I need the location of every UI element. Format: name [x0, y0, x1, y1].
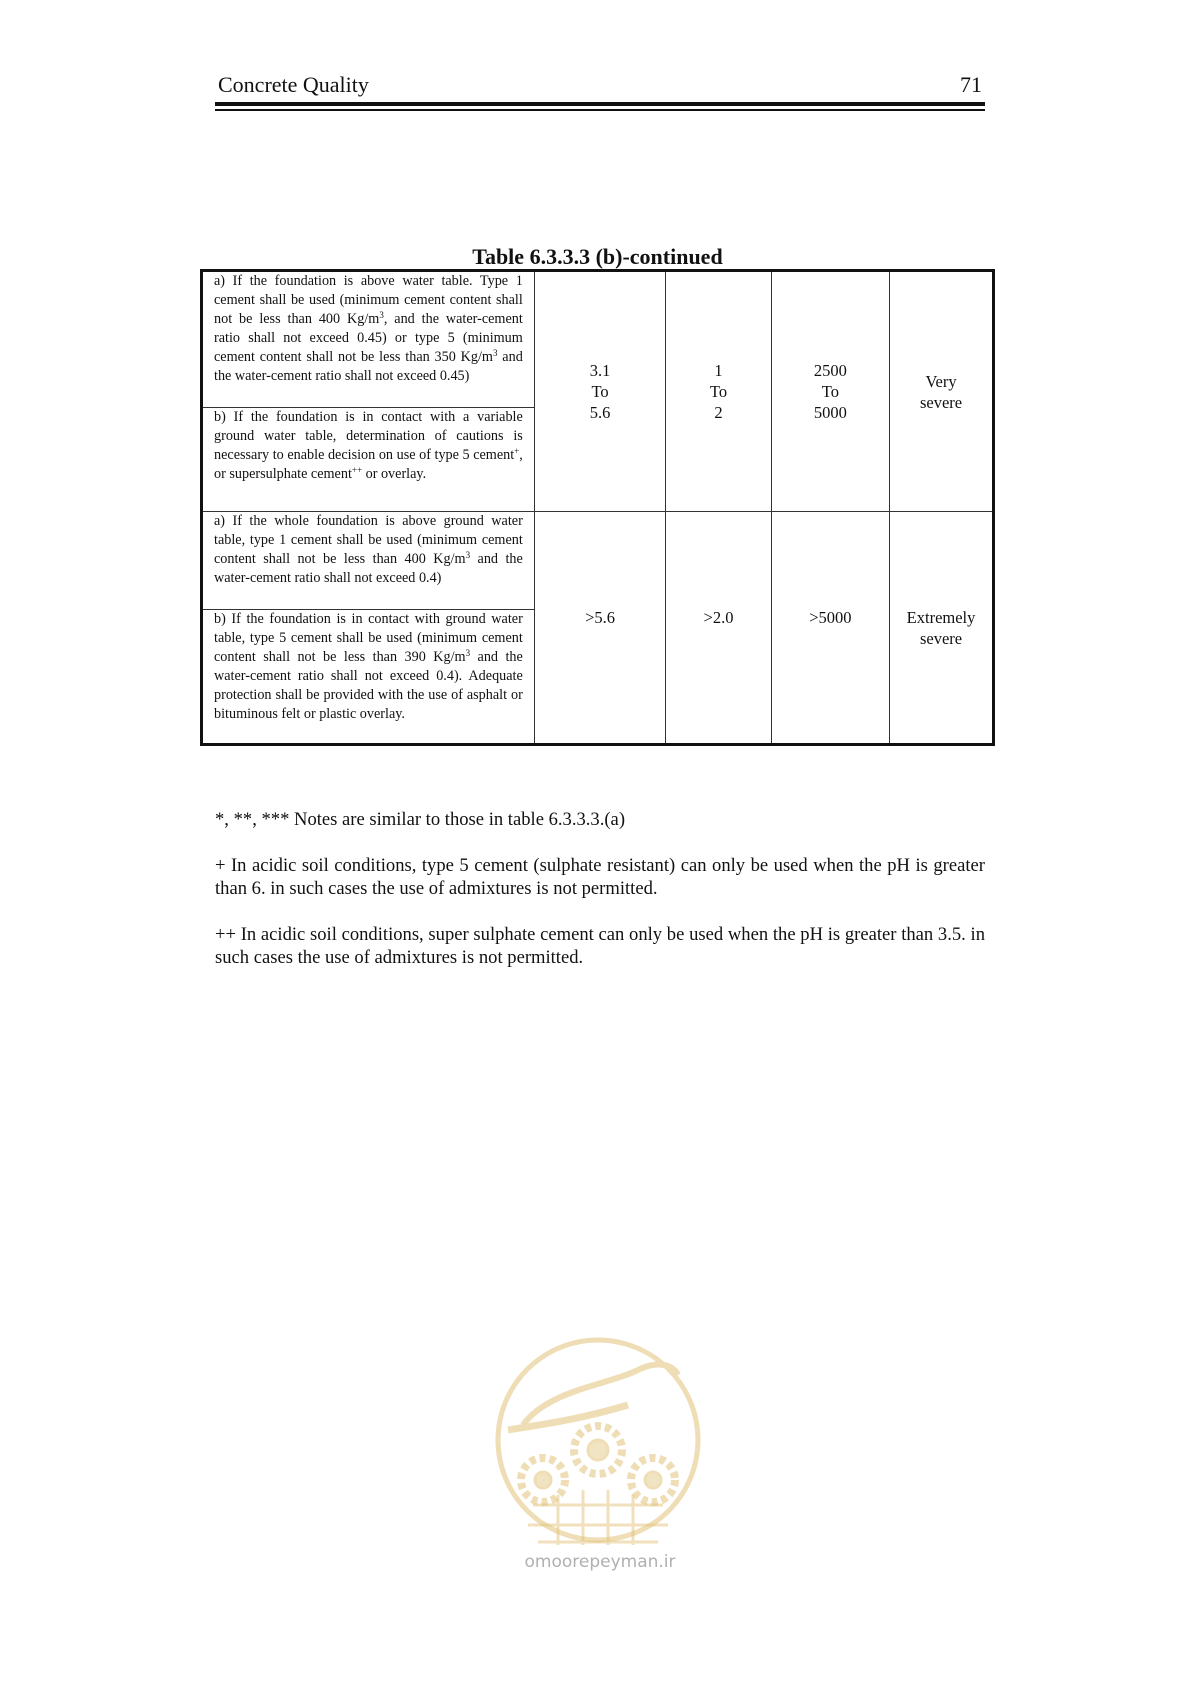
- row2-severity: Extremely severe: [890, 512, 994, 745]
- row1-desc-b: b) If the foundation is in contact with a variable ground water table, determination of cautions is necessary to enable decision on use of type 5 cement+, or supersulphate cement++ or overlay.: [202, 408, 535, 512]
- exposure-table: [200, 269, 995, 746]
- row2-value-2: >2.0: [666, 512, 771, 745]
- page-header: [215, 72, 985, 112]
- row1-severity: Very severe: [890, 271, 994, 512]
- row1-desc-a: a) If the foundation is above water table. Type 1 cement shall be used (minimum cement content shall not be less than 400 $Kg/m^3$, and the water-cement ratio shall not exceed 0.45) or type 5 (minimum cement content shall not be less than 350 $Kg/m^3$ and the water-cement ratio shall not exceed 0.45): [202, 271, 535, 408]
- table-title: Table 6.3.3.3 (b)-continued: [472, 244, 723, 269]
- notes-section: [215, 808, 985, 992]
- running-title: Concrete Quality: [218, 72, 369, 97]
- row1-value-2: 1 To 2: [666, 271, 771, 512]
- watermark-site: omoorepeyman.ir: [524, 1552, 676, 1572]
- row2-value-1: >5.6: [534, 512, 665, 745]
- note-plus: + In acidic soil conditions, type 5 cement (sulphate resistant) can only be used when the pH is greater than 6. in such cases the use of admixtures is not permitted.: [215, 855, 985, 899]
- header-rule-thick: [215, 102, 985, 106]
- header-rule-thin: [215, 109, 985, 111]
- row2-value-3: >5000: [771, 512, 889, 745]
- watermark-logo: [488, 1330, 708, 1590]
- row1-value-1: 3.1 To 5.6: [534, 271, 665, 512]
- row2-desc-b: b) If the foundation is in contact with ground water table, type 5 cement shall be used (minimum cement content shall not be less than 390 $Kg/m^3$ and the water-cement ratio shall not exceed 0.4). Adequate protection shall be provided with the use of asphalt or bituminous felt or plastic overlay.: [202, 610, 535, 745]
- table-row: [202, 271, 994, 408]
- page-number: 71: [960, 72, 982, 97]
- note-double-plus: ++ In acidic soil conditions, super sulphate cement can only be used when the pH is greater than 3.5. in such cases the use of admixtures is not permitted.: [215, 924, 985, 968]
- row2-desc-a: a) If the whole foundation is above ground water table, type 1 cement shall be used (minimum cement content shall not be less than 400 $Kg/m^3$ and the water-cement ratio shall not exceed 0.4): [202, 512, 535, 610]
- row1-value-3: 2500 To 5000: [771, 271, 889, 512]
- note-asterisks: *, **, *** Notes are similar to those in table 6.3.3.3.(a): [215, 809, 626, 830]
- table-row: [202, 512, 994, 610]
